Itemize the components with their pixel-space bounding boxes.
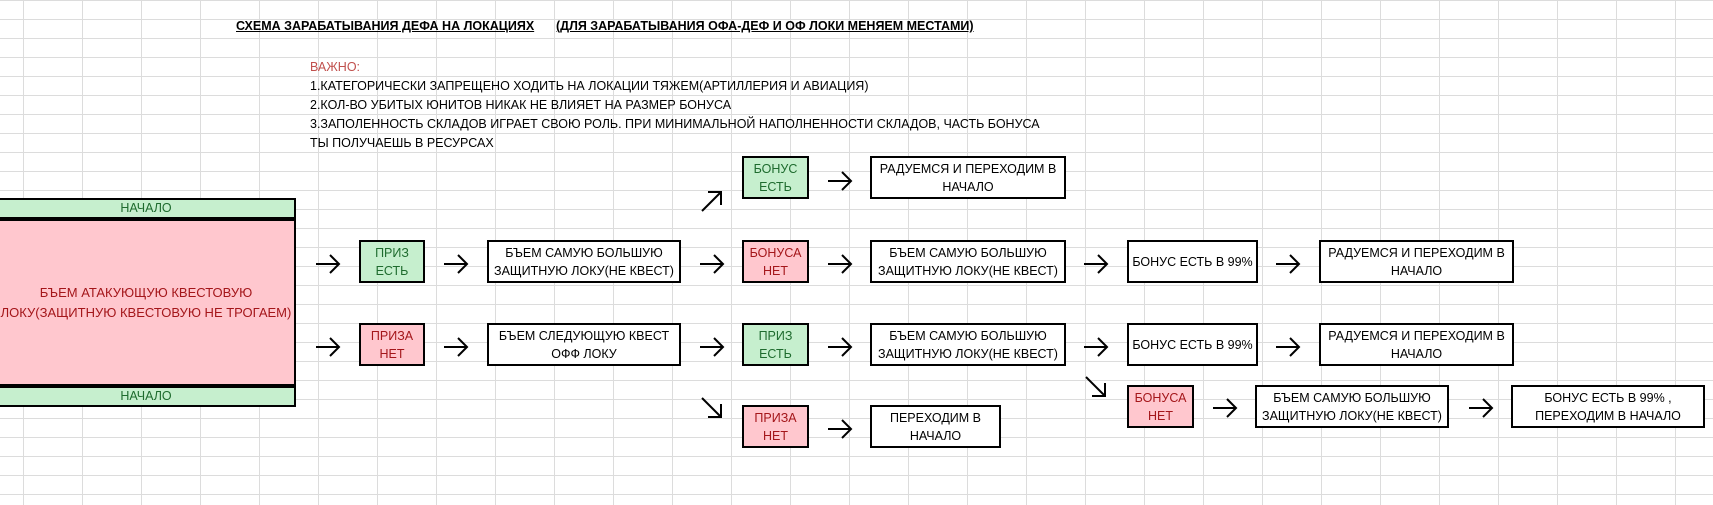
note-line-2: 2.КОЛ-ВО УБИТЫХ ЮНИТОВ НИКАК НЕ ВЛИЯЕТ НА РАЗМЕР БОНУСА [310, 98, 732, 112]
arrow-right-icon [313, 249, 343, 279]
arrow-right-icon [825, 332, 855, 362]
hit-next-quest-box: БЪЕМ СЛЕДУЮЩУЮ КВЕСТ ОФФ ЛОКУ [487, 323, 681, 366]
arrow-right-icon [313, 332, 343, 362]
bonus-no-box-2: БОНУСА НЕТ [1127, 385, 1194, 428]
notes-heading: ВАЖНО: [310, 60, 361, 74]
arrow-right-icon [1273, 332, 1303, 362]
arrow-right-icon [825, 414, 855, 444]
arrow-right-icon [697, 249, 727, 279]
arrow-right-icon [1081, 332, 1111, 362]
bonus-99-box-2: БОНУС ЕСТЬ В 99% [1127, 323, 1258, 366]
prize-yes-box-2: ПРИЗ ЕСТЬ [742, 323, 809, 366]
arrow-right-icon [825, 166, 855, 196]
arrow-right-icon [1081, 249, 1111, 279]
hit-biggest-box-4: БЪЕМ САМУЮ БОЛЬШУЮ ЗАЩИТНУЮ ЛОКУ(НЕ КВЕСТ) [1255, 385, 1449, 428]
prize-no-box-2: ПРИЗА НЕТ [742, 405, 809, 448]
arrow-down-right-icon [697, 393, 727, 423]
note-line-3: 3.ЗАПОЛЕННОСТЬ СКЛАДОВ ИГРАЕТ СВОЮ РОЛЬ. ПРИ МИНИМАЛЬНОЙ НАПОЛНЕННОСТИ СКЛАДОВ, ЧАСТЬ БОНУСА [310, 117, 1040, 131]
arrow-right-icon [441, 249, 471, 279]
prize-yes-box: ПРИЗ ЕСТЬ [359, 240, 425, 283]
bonus-yes-box: БОНУС ЕСТЬ [742, 156, 809, 199]
start-label-bottom: НАЧАЛО [0, 386, 296, 407]
hit-biggest-box-2: БЪЕМ САМУЮ БОЛЬШУЮ ЗАЩИТНУЮ ЛОКУ(НЕ КВЕСТ) [870, 240, 1066, 283]
hit-biggest-box-3: БЪЕМ САМУЮ БОЛЬШУЮ ЗАЩИТНУЮ ЛОКУ(НЕ КВЕСТ) [870, 323, 1066, 366]
start-main-box: БЪЕМ АТАКУЮЩУЮ КВЕСТОВУЮ ЛОКУ(ЗАЩИТНУЮ КВЕСТОВУЮ НЕ ТРОГАЕМ) [0, 219, 296, 386]
note-line-1: 1.КАТЕГОРИЧЕСКИ ЗАПРЕЩЕНО ХОДИТЬ НА ЛОКАЦИИ ТЯЖЕМ(АРТИЛЛЕРИЯ И АВИАЦИЯ) [310, 79, 869, 93]
arrow-right-icon [1466, 393, 1496, 423]
rejoice-box-1: РАДУЕМСЯ И ПЕРЕХОДИМ В НАЧАЛО [1319, 240, 1514, 283]
start-label-top: НАЧАЛО [0, 198, 296, 219]
arrow-up-right-icon [697, 185, 727, 215]
arrow-down-right-icon [1081, 372, 1111, 402]
arrow-right-icon [1210, 393, 1240, 423]
rejoice-box-2: РАДУЕМСЯ И ПЕРЕХОДИМ В НАЧАЛО [1319, 323, 1514, 366]
bonus-final-box: БОНУС ЕСТЬ В 99% , ПЕРЕХОДИМ В НАЧАЛО [1511, 385, 1705, 428]
prize-no-box-1: ПРИЗА НЕТ [359, 323, 425, 366]
arrow-right-icon [1273, 249, 1303, 279]
goto-start-box: ПЕРЕХОДИМ В НАЧАЛО [870, 405, 1001, 448]
rejoice-box-top: РАДУЕМСЯ И ПЕРЕХОДИМ В НАЧАЛО [870, 156, 1066, 199]
arrow-right-icon [697, 332, 727, 362]
hit-biggest-box-1: БЪЕМ САМУЮ БОЛЬШУЮ ЗАЩИТНУЮ ЛОКУ(НЕ КВЕСТ) [487, 240, 681, 283]
sheet-title: СХЕМА ЗАРАБАТЫВАНИЯ ДЕФА НА ЛОКАЦИЯХ [236, 19, 535, 33]
arrow-right-icon [825, 249, 855, 279]
sheet-subtitle: (ДЛЯ ЗАРАБАТЫВАНИЯ ОФА-ДЕФ И ОФ ЛОКИ МЕНЯЕМ МЕСТАМИ) [556, 19, 974, 33]
bonus-no-box-1: БОНУСА НЕТ [742, 240, 809, 283]
bonus-99-box-1: БОНУС ЕСТЬ В 99% [1127, 240, 1258, 283]
note-line-4: ТЫ ПОЛУЧАЕШЬ В РЕСУРСАХ [310, 136, 494, 150]
arrow-right-icon [441, 332, 471, 362]
